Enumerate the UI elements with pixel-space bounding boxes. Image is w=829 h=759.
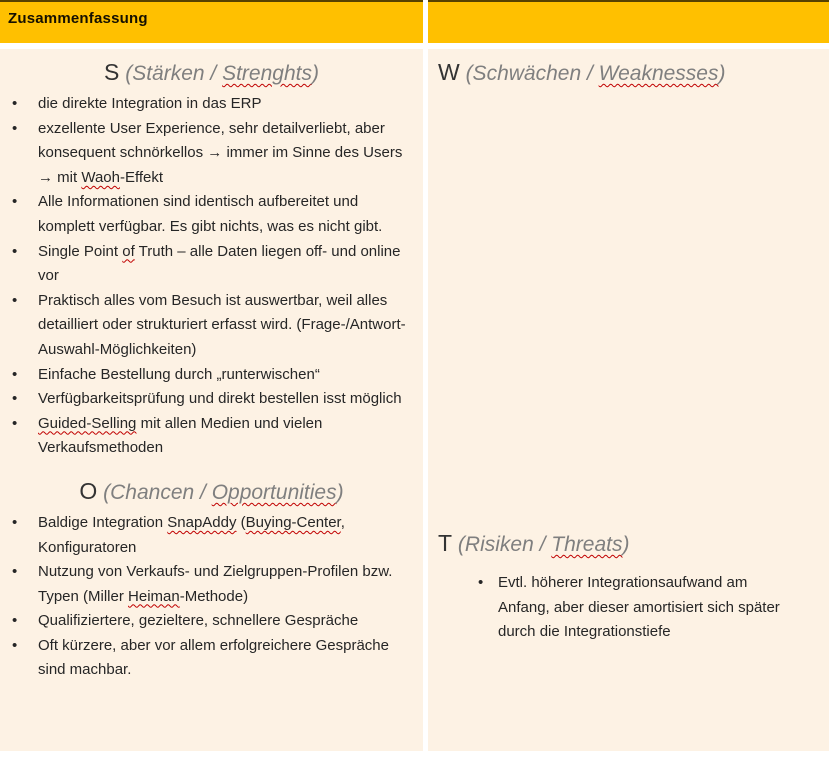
- text-segment: (Chancen /: [103, 480, 212, 504]
- text-segment: Qualifiziertere, gezieltere, schnellere Gespräche: [38, 612, 359, 630]
- text-segment: W: [438, 59, 460, 85]
- list-item: [0, 634, 423, 683]
- text-segment: (: [236, 513, 246, 531]
- text-segment: Single Point: [38, 242, 123, 260]
- threats-list: [428, 571, 829, 645]
- opportunities-heading: [0, 477, 423, 507]
- text-segment: exzellente User Experience, sehr detailverliebt, aber konsequent schnörkellos → immer im Sinne des Users → mit: [38, 119, 403, 186]
- text-segment: ): [718, 62, 726, 85]
- misspelled-word: Waoh: [81, 168, 120, 186]
- text-segment: T: [438, 530, 453, 556]
- text-segment: (Schwächen /: [465, 62, 599, 85]
- header-bar-right: [428, 0, 829, 43]
- text-segment: O: [79, 477, 98, 504]
- misspelled-word: Strenghts: [222, 62, 312, 85]
- list-item: [0, 609, 423, 634]
- swot-right-column: [428, 49, 829, 751]
- text-segment: ): [622, 533, 630, 556]
- opportunities-list: [0, 511, 423, 683]
- misspelled-word: Buying-Center: [245, 513, 341, 531]
- text-segment: Einfache Bestellung durch „runterwischen“: [38, 365, 320, 383]
- text-segment: Truth – alle Daten liegen off- und online vor: [38, 242, 401, 285]
- misspelled-word: Guided-Selling: [38, 414, 137, 432]
- text-segment: ): [336, 480, 344, 504]
- misspelled-word: Heiman: [128, 587, 180, 605]
- list-item: [0, 363, 423, 388]
- weaknesses-heading: [428, 58, 829, 88]
- misspelled-word: Weaknesses: [598, 62, 719, 85]
- text-segment: (Stärken /: [125, 62, 223, 85]
- list-item: [0, 412, 423, 461]
- text-segment: Alle Informationen sind identisch aufbereitet und komplett verfügbar. Es gibt nichts, was es nicht gibt.: [38, 193, 383, 235]
- text-segment: (Risiken /: [457, 533, 552, 556]
- misspelled-word: of: [122, 242, 135, 260]
- list-item: [0, 92, 423, 117]
- text-segment: , Konfiguratoren: [38, 513, 345, 556]
- text-segment: Oft kürzere, aber vor allem erfolgreichere Gespräche sind machbar.: [38, 636, 389, 679]
- misspelled-word: Threats: [551, 533, 623, 556]
- text-segment: Praktisch alles vom Besuch ist auswertbar, weil alles detailliert oder strukturiert erfasst wird. (Frage-/Antwort-Auswahl-Möglichkeiten): [38, 291, 406, 358]
- text-segment: -Methode): [179, 587, 249, 605]
- header-bar-left: [0, 0, 423, 43]
- list-item: [0, 289, 423, 363]
- list-item: [0, 240, 423, 289]
- swot-left-column: [0, 49, 423, 751]
- list-item: [428, 571, 829, 645]
- threats-heading: [428, 529, 829, 559]
- list-item: [0, 511, 423, 560]
- strengths-list: [0, 92, 423, 461]
- text-segment: Nutzung von Verkaufs- und Zielgruppen-Profilen bzw. Typen (Miller: [38, 563, 393, 605]
- text-segment: die direkte Integration in das ERP: [38, 95, 262, 112]
- misspelled-word: Opportunities: [211, 480, 337, 504]
- list-item: [0, 190, 423, 239]
- misspelled-word: SnapAddy: [167, 513, 237, 531]
- text-segment: -Effekt: [119, 168, 164, 186]
- text-segment: mit allen Medien und vielen Verkaufsmethoden: [38, 414, 323, 457]
- text-segment: ): [311, 62, 319, 85]
- text-segment: Baldige Integration: [38, 513, 168, 531]
- list-item: [0, 387, 423, 412]
- strengths-heading: [0, 58, 423, 88]
- list-item: [0, 560, 423, 609]
- list-item: [0, 117, 423, 191]
- text-segment: Evtl. höherer Integrationsaufwand am Anfang, aber dieser amortisiert sich später durch die Integrationstiefe: [498, 574, 780, 641]
- page-title: Zusammenfassung: [8, 10, 148, 27]
- text-segment: Verfügbarkeitsprüfung und direkt bestellen isst möglich: [38, 390, 402, 408]
- text-segment: S: [104, 59, 120, 85]
